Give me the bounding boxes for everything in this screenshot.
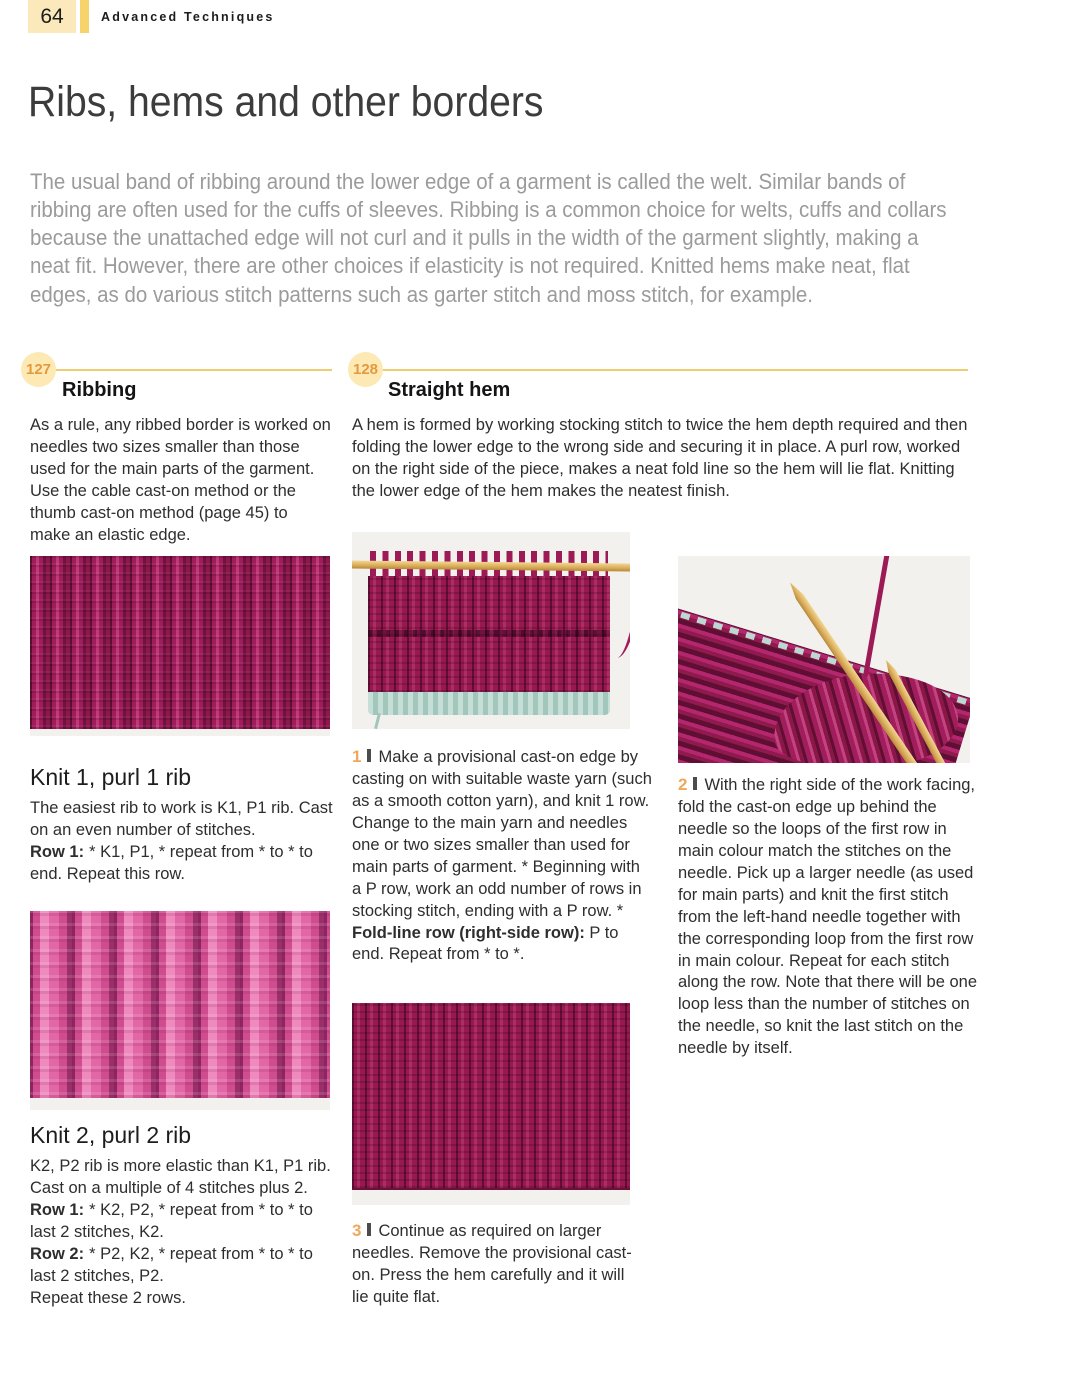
straight-hem-description: A hem is formed by working stocking stitch to twice the hem depth required and then folding the lower edge to the wrong side and securing it in place. A purl row, worked on the right side of the piece, makes a neat fold line so the hem will lie flat. Knitting the lower edge of the hem makes the neatest finish. [352,416,968,500]
knit2-purl2-instructions [30,1156,334,1310]
section-heading-straight-hem: Straight hem [388,379,511,401]
running-header: Advanced Techniques [101,9,275,24]
row-text: * P2, K2, * repeat from * to * to last 2 stitches, P2. [30,1244,313,1285]
section-heading-ribbing: Ribbing [62,379,137,401]
k2p2-outro: Repeat these 2 rows. [30,1288,186,1307]
step-number: 2 [678,775,688,794]
step-text: With the right side of the work facing, fold the cast-on edge up behind the needle so the loops of the first row in main colour match the stitches on the needle. Pick up a larger needle (as used for main parts) and knit the first stitch from the left-hand needle together with the corresponding loop from the first row in main colour. Repeat for each stitch along the row. Note that there will be one loop less than the number of stitches on the needle, so knit the last stitch on the needle by itself. [678,776,978,1058]
step-text: Make a provisional cast-on edge by casting on with suitable waste yarn (such as a smooth cotton yarn), and knit 1 row. Change to the main yarn and needles one or two sizes smaller than used for main parts of garment. * Beginning with a P row, work an odd number of rows in stocking stitch, ending with a P row. * [352,748,652,920]
k1p1-row1 [30,842,334,886]
row-label: Row 1: [30,1200,85,1219]
step-bold-text: Fold-line row (right-side row): [352,923,585,942]
fold-line-purl-row [368,630,610,637]
row-label: Row 2: [30,1244,85,1263]
header-accent-bar [80,0,89,33]
waste-yarn-edge [368,692,610,715]
knit1-purl1-instructions [30,798,334,886]
row-text: * K2, P2, * repeat from * to * to last 2 stitches, K2. [30,1200,313,1241]
row-text: * K1, P1, * repeat from * to * to end. Repeat this row. [30,842,313,883]
step-number: 1 [352,747,362,766]
photo-knit2-purl2-rib-swatch [30,911,330,1110]
k2p2-row2 [30,1244,334,1288]
k2p2-row1 [30,1200,334,1244]
k2p2-intro: K2, P2 rib is more elastic than K1, P1 rib. Cast on a multiple of 4 stitches plus 2. [30,1157,331,1197]
tip-number-badge-128: 128 [348,352,383,387]
photo-folding-hem-and-knitting-together [678,556,970,763]
step-text-after: P to end. Repeat from * to *. [352,923,619,964]
subheading-knit2-purl2-rib: Knit 2, purl 2 rib [30,1122,192,1148]
working-yarn-strand [863,556,890,677]
page-number: 64 [28,0,76,33]
waste-yarn-tail [374,713,381,729]
photo-hem-on-needle-with-waste-yarn [352,532,630,729]
rib-fabric [30,556,330,729]
page-title: Ribs, hems and other borders [28,78,544,126]
photo-finished-flat-hem [352,1003,630,1205]
step-3-instructions [352,1220,634,1309]
step-divider-bar [693,777,697,790]
ribbing-description: As a rule, any ribbed border is worked on needles two sizes smaller than those used for the main parts of the garment. Use the cable cast-on method or the thumb cast-on method (page 45) to make an elastic edge. [30,416,331,544]
k1p1-intro: The easiest rib to work is K1, P1 rib. Cast on an even number of stitches. [30,799,333,839]
intro-paragraph: The usual band of ribbing around the lower edge of a garment is called the welt. Similar bands of ribbing are often used for the cuffs of sleeves. Ribbing is a common choice for welts, cuffs and collars because the unattached edge will not curl and it pulls in the width of the garment slightly, making a neat fit. However, there are other choices if elasticity is not required. Knitted hems make neat, flat edges, as do various stitch patterns such as garter stitch and moss stitch, for example. [30,169,947,307]
step-2-instructions [678,774,978,1060]
step-divider-bar [367,1223,371,1236]
step-number: 3 [352,1221,362,1240]
step-text: Continue as required on larger needles. Remove the provisional cast-on. Press the hem carefully and it will lie quite flat. [352,1222,632,1306]
subheading-knit1-purl1-rib: Knit 1, purl 1 rib [30,764,192,790]
step-1-instructions [352,746,652,966]
photo-knit1-purl1-rib-swatch [30,556,330,736]
stocking-stitch-fabric [352,1003,630,1190]
row-label: Row 1: [30,842,85,861]
section-rule-ribbing [36,369,332,371]
step-divider-bar [367,749,371,762]
section-rule-straight-hem [362,369,968,371]
rib-fabric [30,911,330,1098]
tip-number-badge-127: 127 [21,352,56,387]
